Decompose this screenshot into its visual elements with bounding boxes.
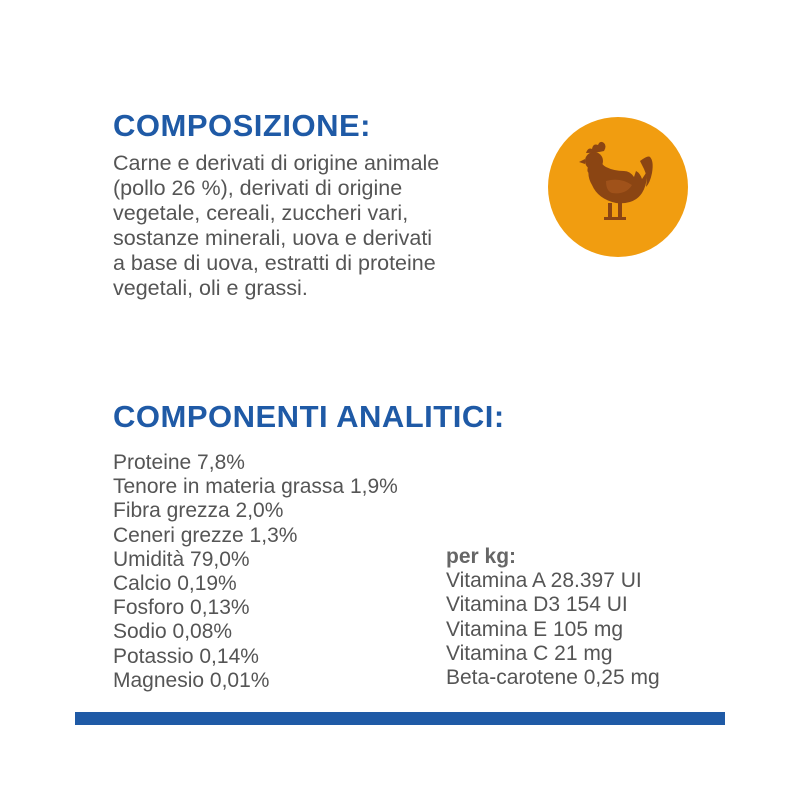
vitamins-list — [446, 545, 660, 690]
list-item: Potassio 0,14% — [113, 644, 259, 668]
composition-line: a base di uova, estratti di proteine — [113, 251, 436, 275]
list-item: Ceneri grezze 1,3% — [113, 523, 298, 547]
list-item: Umidità 79,0% — [113, 547, 250, 571]
composition-heading: COMPOSIZIONE: — [113, 108, 371, 143]
composition-line: Carne e derivati di origine animale — [113, 151, 440, 175]
list-item: Proteine 7,8% — [113, 451, 245, 474]
chicken-icon-badge — [548, 117, 688, 257]
list-item: Vitamina A 28.397 UI — [446, 569, 642, 593]
composition-line: (pollo 26 %), derivati di origine — [113, 176, 403, 200]
list-item: Beta-carotene 0,25 mg — [446, 666, 660, 690]
list-item: Vitamina C 21 mg — [446, 641, 613, 665]
chicken-icon — [548, 117, 688, 257]
analytic-components-list — [113, 451, 398, 693]
composition-line: vegetale, cereali, zuccheri vari, — [113, 201, 409, 225]
list-item: Tenore in materia grassa 1,9% — [113, 475, 398, 499]
per-kg-label: per kg: — [446, 545, 517, 568]
list-item: Magnesio 0,01% — [113, 668, 270, 692]
list-item: Vitamina D3 154 UI — [446, 593, 628, 617]
analytics-heading: COMPONENTI ANALITICI: — [113, 399, 505, 434]
composition-line: vegetali, oli e grassi. — [113, 276, 308, 300]
list-item: Sodio 0,08% — [113, 620, 233, 644]
composition-line: sostanze minerali, uova e derivati — [113, 226, 433, 250]
list-item: Fibra grezza 2,0% — [113, 499, 284, 523]
list-item: Fosforo 0,13% — [113, 596, 250, 620]
bottom-divider-bar — [75, 712, 725, 725]
list-item: Vitamina E 105 mg — [446, 617, 624, 641]
composition-text — [113, 151, 533, 301]
list-item: Calcio 0,19% — [113, 572, 237, 596]
